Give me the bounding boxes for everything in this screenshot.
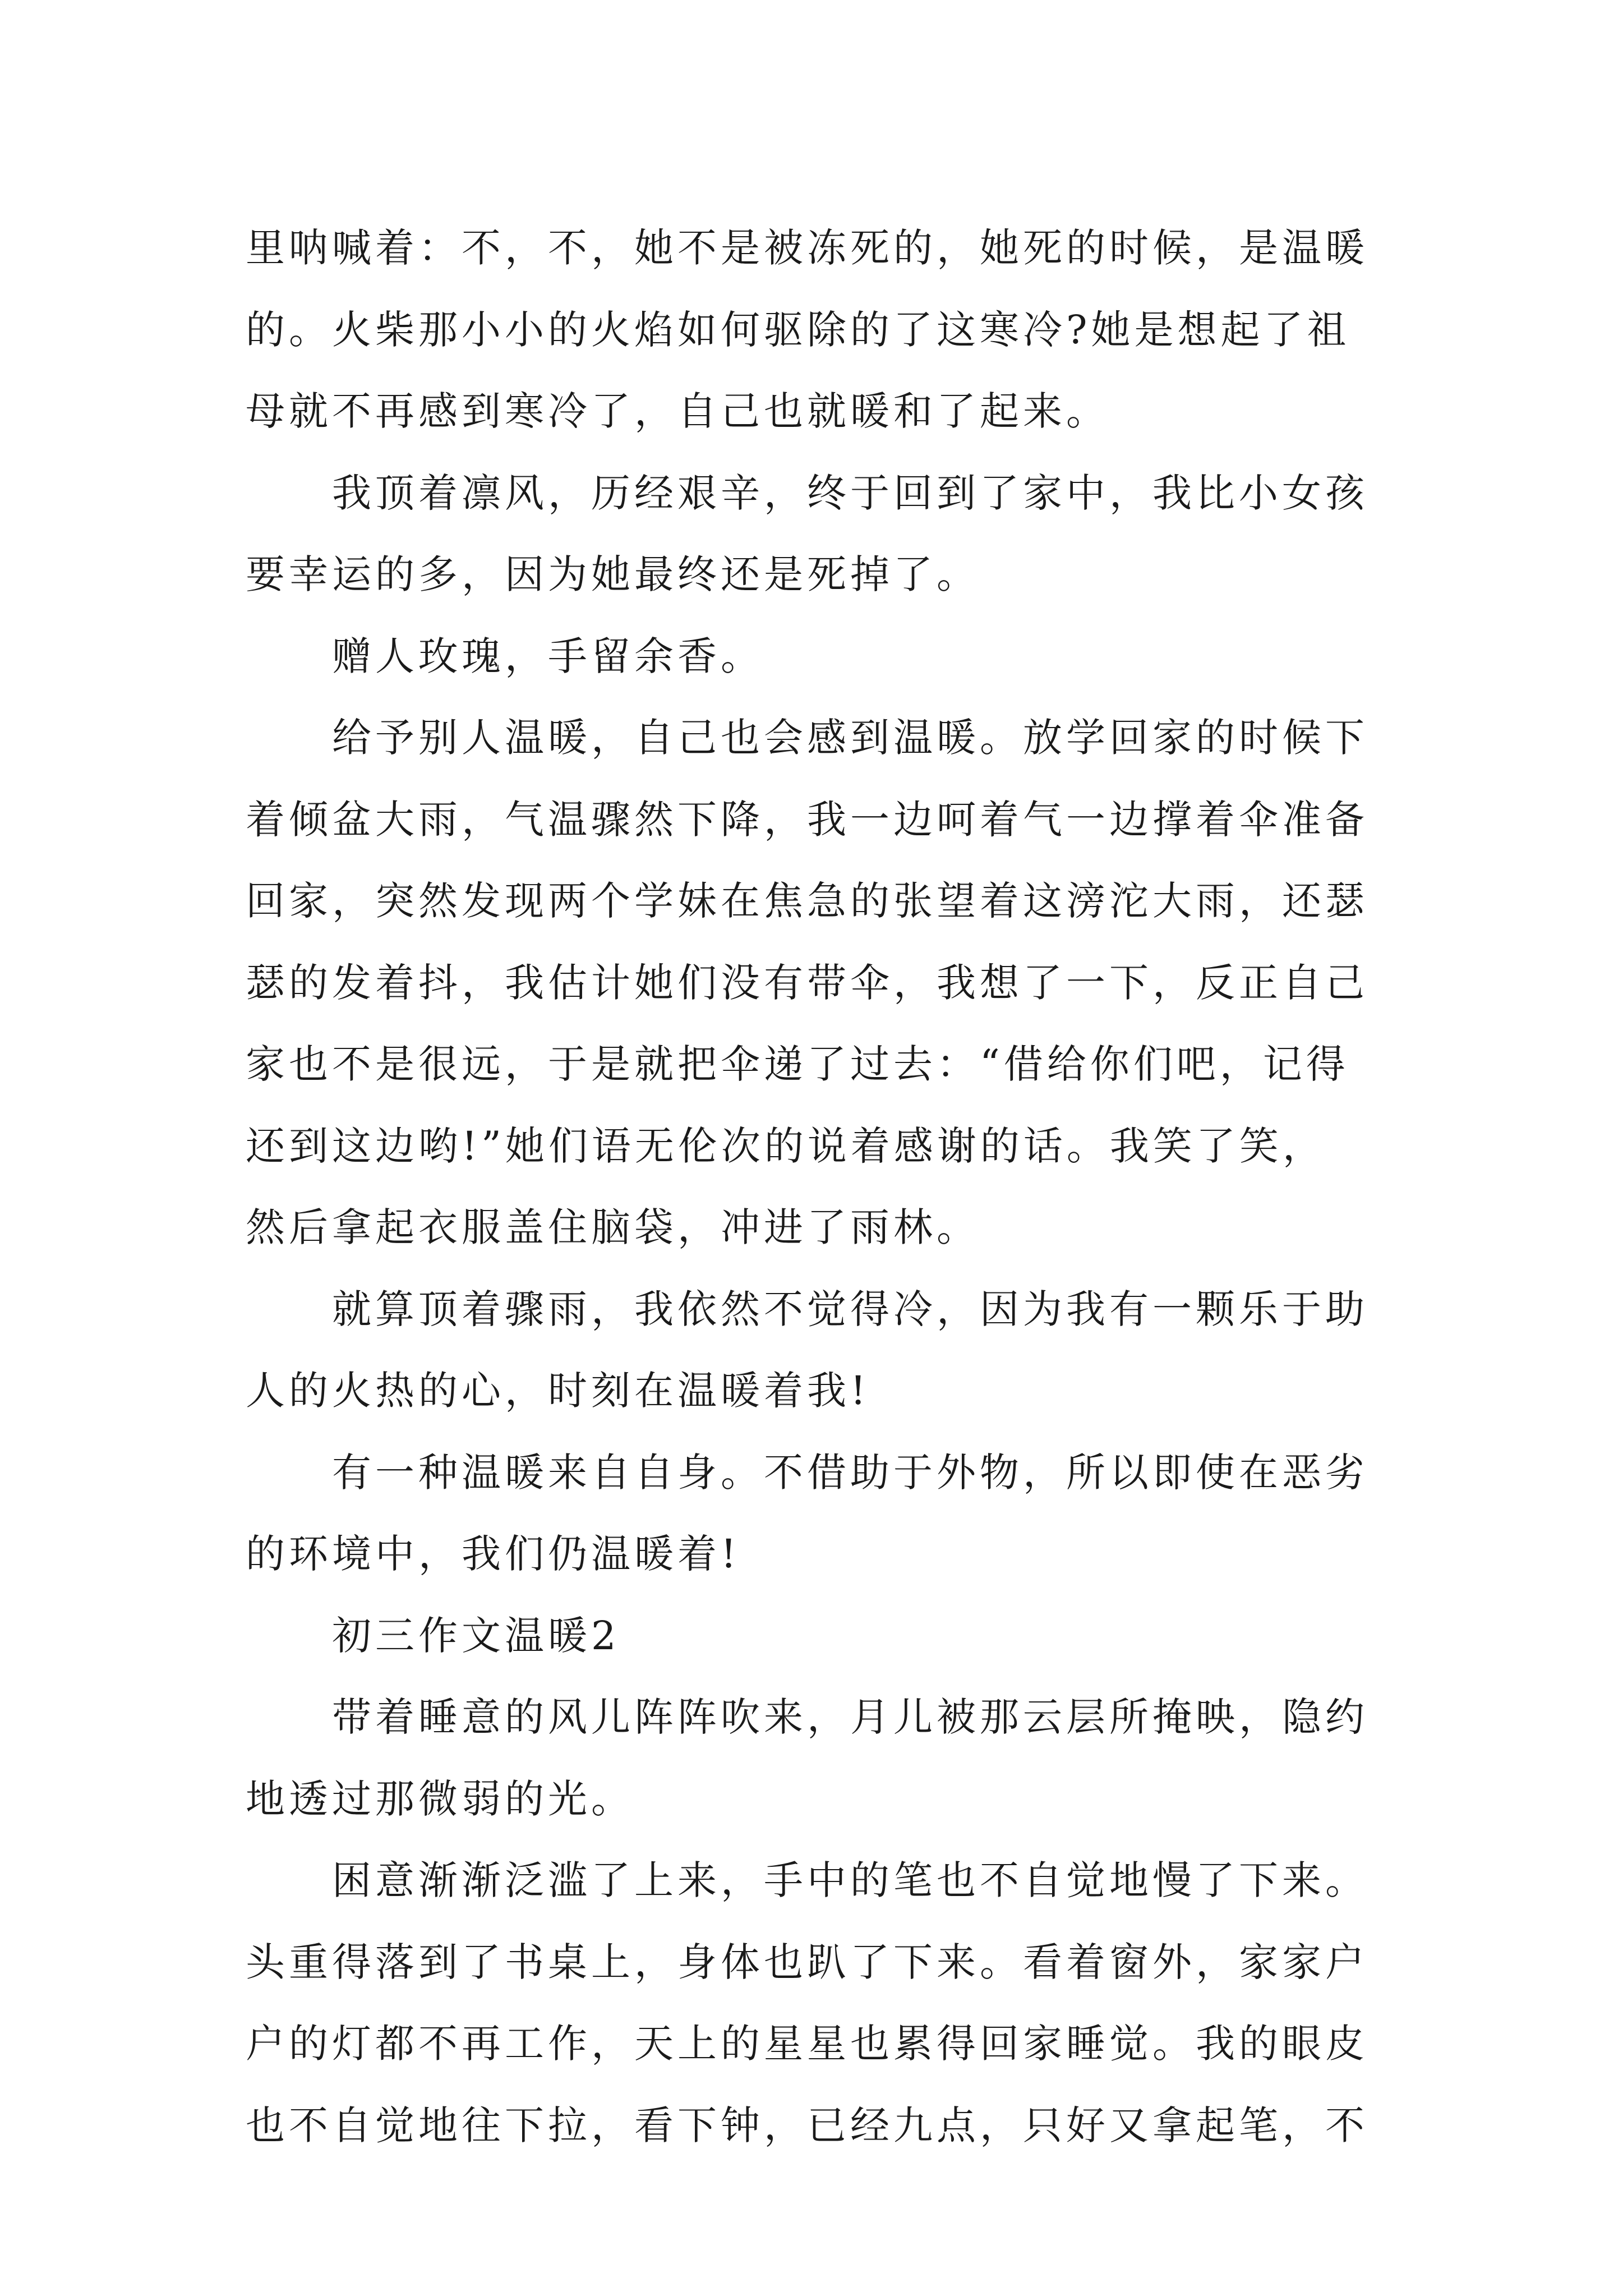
text-line: 就算顶着骤雨，我依然不觉得冷，因为我有一颗乐于助 [332, 1286, 1368, 1332]
text-line: 给予别人温暖，自己也会感到温暖。放学回家的时候下 [332, 715, 1368, 761]
text-line: 要幸运的多，因为她最终还是死掉了。 [246, 551, 980, 597]
text-line: 困意渐渐泛滥了上来，手中的笔也不自觉地慢了下来。 [332, 1857, 1368, 1903]
text-line: 户的灯都不再工作，天上的星星也累得回家睡觉。我的眼皮 [246, 2021, 1368, 2067]
text-line: 带着睡意的风儿阵阵吹来，月儿被那云层所掩映，隐约 [332, 1694, 1368, 1740]
text-line: 也不自觉地往下拉，看下钟，已经九点，只好又拿起笔，不 [246, 2102, 1368, 2148]
text-line: 家也不是很远，于是就把伞递了过去：“借给你们吧，记得 [246, 1041, 1349, 1087]
text-line: 的环境中，我们仍温暖着! [246, 1531, 741, 1577]
document-body [246, 208, 1385, 2166]
text-line: 瑟的发着抖，我估计她们没有带伞，我想了一下，反正自己 [246, 959, 1368, 1006]
text-line: 母就不再感到寒冷了，自己也就暖和了起来。 [246, 388, 1109, 434]
text-line: 赠人玫瑰，手留余香。 [332, 633, 764, 679]
text-line: 初三作文温暖2 [332, 1612, 620, 1659]
text-line: 里呐喊着：不，不，她不是被冻死的，她死的时候，是温暖 [246, 225, 1368, 271]
text-line: 然后拿起衣服盖住脑袋，冲进了雨林。 [246, 1204, 980, 1250]
text-line: 着倾盆大雨，气温骤然下降，我一边呵着气一边撑着伞准备 [246, 796, 1368, 843]
text-line: 人的火热的心，时刻在温暖着我! [246, 1368, 870, 1414]
text-line: 头重得落到了书桌上，身体也趴了下来。看着窗外，家家户 [246, 1939, 1368, 1985]
text-line: 我顶着凛风，历经艰辛，终于回到了家中，我比小女孩 [332, 470, 1368, 516]
text-line: 有一种温暖来自自身。不借助于外物，所以即使在恶劣 [332, 1449, 1368, 1496]
text-line: 还到这边哟!”她们语无伦次的说着感谢的话。我笑了笑， [246, 1122, 1326, 1169]
text-line: 回家，突然发现两个学妹在焦急的张望着这滂沱大雨，还瑟 [246, 878, 1368, 924]
text-line: 的。火柴那小小的火焰如何驱除的了这寒冷?她是想起了祖 [246, 306, 1350, 353]
text-line: 地透过那微弱的光。 [246, 1775, 634, 1822]
